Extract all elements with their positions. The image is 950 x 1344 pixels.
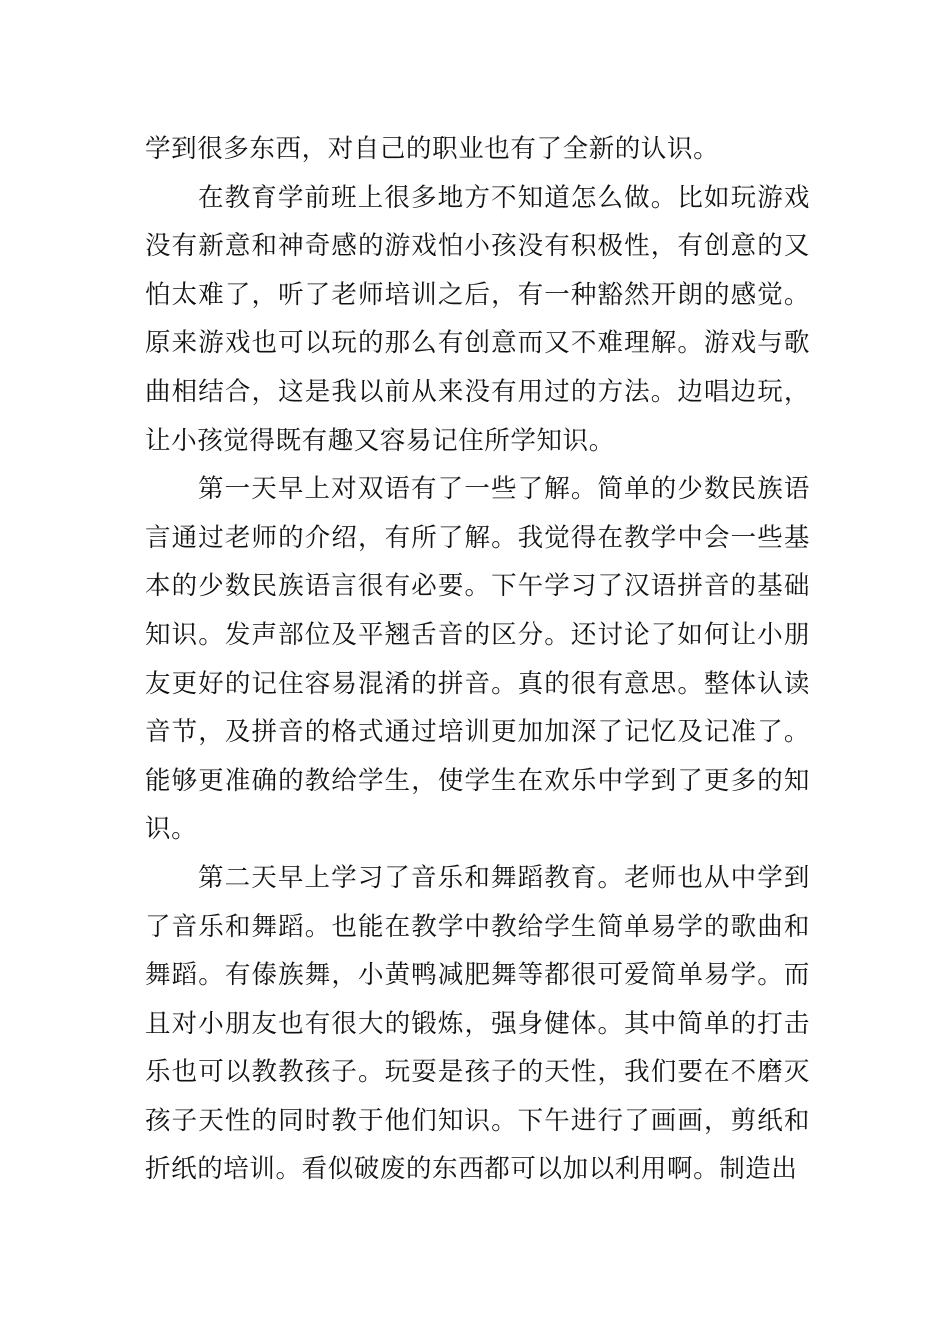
paragraph-continuation: 学到很多东西，对自己的职业也有了全新的认识。 [145,134,720,164]
body-text [145,125,810,1194]
paragraph-day-one: 第一天早上对双语有了一些了解。简单的少数民族语言通过老师的介绍，有所了解。我觉得在教学中会一些基本的少数民族语言很有必要。下午学习了汉语拼音的基础知识。发声部位及平翘舌音的区分。还讨论了如何让小朋友更好的记住容易混淆的拼音。真的很有意思。整体认读音节，及拼音的格式通过培训更加加深了记忆及记准了。能够更准确的教给学生，使学生在欢乐中学到了更多的知识。 [145,474,810,845]
paragraph-day-two: 第二天早上学习了音乐和舞蹈教育。老师也从中学到了音乐和舞蹈。也能在教学中教给学生简单易学的歌曲和舞蹈。有傣族舞，小黄鸭减肥舞等都很可爱简单易学。而且对小朋友也有很大的锻炼，强身健体。其中简单的打击乐也可以教教孩子。玩耍是孩子的天性，我们要在不磨灭孩子天性的同时教于他们知识。下午进行了画画，剪纸和折纸的培训。看似破废的东西都可以加以利用啊。制造出 [145,862,810,1185]
paragraph-preschool-games: 在教育学前班上很多地方不知道怎么做。比如玩游戏没有新意和神奇感的游戏怕小孩没有积极性，有创意的又怕太难了，听了老师培训之后，有一种豁然开朗的感觉。原来游戏也可以玩的那么有创意而又不难理解。游戏与歌曲相结合，这是我以前从来没有用过的方法。边唱边玩，让小孩觉得既有趣又容易记住所学知识。 [145,182,810,456]
